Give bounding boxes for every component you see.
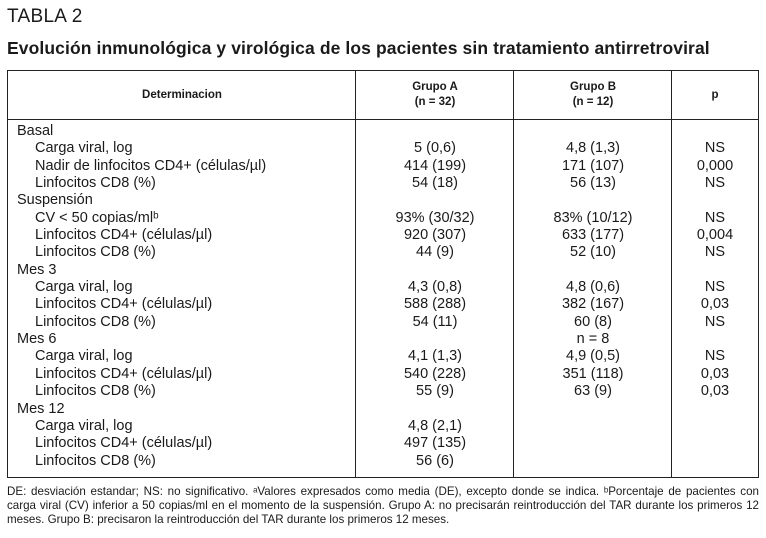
table-row <box>8 158 758 175</box>
cell-grupo-b: 63 (9) <box>574 383 612 400</box>
section-row <box>8 123 758 140</box>
cell-p: 0,03 <box>700 365 730 382</box>
table-header <box>8 71 758 120</box>
cell-grupo-b: 4,9 (0,5) <box>566 348 620 365</box>
cell-grupo-a: 44 (9) <box>416 244 454 261</box>
cell-grupo-a: 497 (135) <box>403 435 467 452</box>
cell-p: 0,03 <box>700 383 730 400</box>
cell-p: NS <box>704 348 726 365</box>
cell-p: NS <box>704 175 726 192</box>
row-label: Linfocitos CD4+ (células/µl) <box>35 227 213 244</box>
row-label: Carga viral, log <box>35 417 133 434</box>
table-row <box>8 366 758 383</box>
cell-p: NS <box>704 313 726 330</box>
cell-grupo-b: 52 (10) <box>570 244 616 261</box>
header-grupo-b-n: (n = 12) <box>572 96 614 108</box>
table-row <box>8 227 758 244</box>
cell-grupo-a: 5 (0,6) <box>414 140 456 157</box>
table-footnote: DE: desviación estandar; NS: no significativo. ᵃValores expresados como media (DE), excepto donde se indica. ᵇPorcentaje de pacientes con carga viral (CV) inferior a 50 copias/ml en el momento de la suspensión. Grupo A: no precisarán reintroducción del TAR durante los primeros 12 meses. Grupo B: precisaron la reintroducción del TAR durante los primeros 12 meses. <box>7 485 759 526</box>
cell-grupo-a: 56 (6) <box>416 452 454 469</box>
row-label: Basal <box>17 123 54 139</box>
row-label: Linfocitos CD8 (%) <box>35 175 156 192</box>
row-label: Linfocitos CD4+ (células/µl) <box>35 435 213 452</box>
row-label: Nadir de linfocitos CD4+ (células/µl) <box>35 157 267 174</box>
data-table <box>7 70 759 478</box>
table-row <box>8 314 758 331</box>
cell-grupo-b: 60 (8) <box>574 313 612 330</box>
header-grupo-b <box>514 71 672 119</box>
cell-grupo-a: 540 (228) <box>403 365 467 382</box>
row-label: Carga viral, log <box>35 348 133 365</box>
row-label: CV < 50 copias/mlᵇ <box>35 209 159 226</box>
cell-grupo-a: 588 (288) <box>403 296 467 313</box>
table-row <box>8 435 758 452</box>
row-label: Carga viral, log <box>35 279 133 296</box>
cell-p: 0,03 <box>700 296 730 313</box>
table-row <box>8 279 758 296</box>
header-grupo-a <box>356 71 514 119</box>
cell-grupo-b: 4,8 (0,6) <box>566 279 620 296</box>
header-p-label: p <box>711 88 719 101</box>
cell-grupo-b: 171 (107) <box>561 157 625 174</box>
cell-grupo-b: 351 (118) <box>562 365 624 382</box>
table-row <box>8 296 758 313</box>
cell-grupo-b: 382 (167) <box>561 296 625 313</box>
header-grupo-a-n: (n = 32) <box>414 96 456 108</box>
cell-grupo-b: 633 (177) <box>561 227 625 244</box>
section-row <box>8 262 758 279</box>
cell-p: NS <box>704 279 726 296</box>
row-label: Carga viral, log <box>35 140 133 157</box>
cell-p: 0,004 <box>696 227 734 244</box>
header-determinacion <box>8 71 356 119</box>
header-grupo-a-label: Grupo A <box>412 81 458 93</box>
table-row <box>8 140 758 157</box>
table-label: TABLA 2 <box>7 6 83 27</box>
section-row <box>8 331 758 348</box>
cell-p: NS <box>704 209 726 226</box>
row-label: Linfocitos CD8 (%) <box>35 313 156 330</box>
table-body <box>8 123 758 470</box>
header-determinacion-label: Determinacion <box>142 88 222 101</box>
cell-grupo-a: 54 (11) <box>412 313 458 330</box>
row-label: Suspensión <box>17 192 93 209</box>
table-row <box>8 383 758 400</box>
row-label: Mes 6 <box>17 331 57 348</box>
cell-grupo-b: 83% (10/12) <box>553 209 633 226</box>
cell-grupo-a: 93% (30/32) <box>395 209 475 226</box>
cell-grupo-b: 56 (13) <box>570 175 616 192</box>
row-label: Linfocitos CD8 (%) <box>35 244 156 261</box>
cell-p: 0,000 <box>696 157 734 174</box>
cell-grupo-a: 414 (199) <box>403 157 467 174</box>
header-grupo-b-label: Grupo B <box>570 81 616 93</box>
row-label: Linfocitos CD4+ (células/µl) <box>35 296 213 313</box>
cell-grupo-a: 920 (307) <box>403 227 467 244</box>
row-label: Linfocitos CD8 (%) <box>35 383 156 400</box>
table-title: Evolución inmunológica y virológica de los pacientes sin tratamiento antirretroviral <box>7 38 710 58</box>
section-row <box>8 192 758 209</box>
cell-grupo-b: 4,8 (1,3) <box>566 140 620 157</box>
header-p <box>672 71 758 119</box>
cell-grupo-b: n = 8 <box>576 331 610 348</box>
table-row <box>8 244 758 261</box>
table-row <box>8 418 758 435</box>
cell-p: NS <box>704 140 726 157</box>
section-row <box>8 401 758 418</box>
table-row <box>8 348 758 365</box>
row-label: Mes 3 <box>17 261 57 278</box>
cell-grupo-a: 54 (18) <box>412 175 458 192</box>
table-row <box>8 175 758 192</box>
row-label: Mes 12 <box>17 400 65 417</box>
row-label: Linfocitos CD4+ (células/µl) <box>35 365 213 382</box>
row-label: Linfocitos CD8 (%) <box>35 452 156 469</box>
cell-grupo-a: 55 (9) <box>416 383 454 400</box>
table-row <box>8 453 758 470</box>
cell-p: NS <box>704 244 726 261</box>
cell-grupo-a: 4,3 (0,8) <box>408 279 462 296</box>
cell-grupo-a: 4,8 (2,1) <box>408 417 462 434</box>
cell-grupo-a: 4,1 (1,3) <box>408 348 462 365</box>
table-row <box>8 210 758 227</box>
